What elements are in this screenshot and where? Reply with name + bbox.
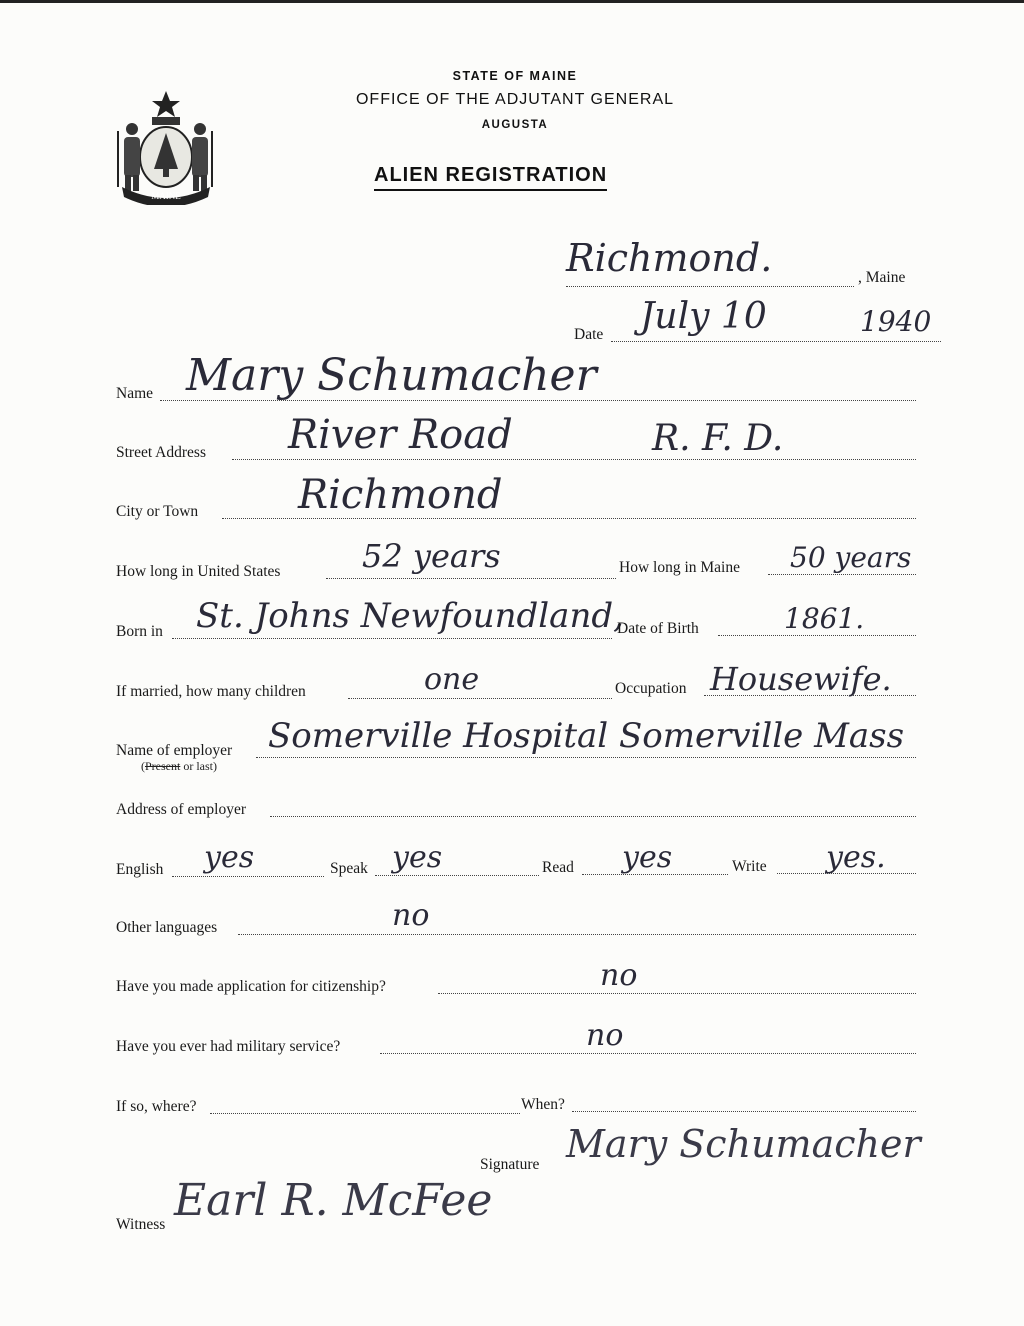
town-value: Richmond. [566, 236, 773, 280]
where-line [210, 1113, 520, 1114]
speak-value: yes [392, 840, 443, 875]
name-label: Name [116, 385, 154, 402]
svg-text:MAINE: MAINE [151, 191, 181, 201]
witness-label: Witness [116, 1216, 166, 1233]
citizenship-line [438, 993, 916, 994]
header-city: AUGUSTA [481, 119, 549, 131]
english-line [172, 876, 324, 877]
write-value: yes. [826, 840, 886, 875]
street-address-label: Street Address [116, 444, 206, 461]
children-value: one [424, 662, 480, 697]
city-label: City or Town [116, 503, 199, 520]
employer-line [256, 757, 916, 758]
city-line [222, 518, 916, 519]
street-address-line [232, 459, 916, 460]
date-of-birth-value: 1861. [784, 602, 865, 635]
header-state: STATE OF MAINE [452, 69, 578, 83]
signature-value: Mary Schumacher [566, 1122, 921, 1166]
speak-label: Speak [330, 860, 368, 877]
children-line [348, 698, 612, 699]
maine-label: , Maine [858, 269, 906, 286]
date-line [611, 341, 941, 342]
when-label: When? [521, 1096, 565, 1113]
name-value: Mary Schumacher [186, 350, 597, 401]
other-languages-label: Other languages [116, 919, 218, 936]
how-long-us-label: How long in United States [116, 563, 281, 580]
how-long-us-line [326, 578, 616, 579]
date-month-day: July 10 [640, 296, 767, 337]
other-languages-line [238, 934, 916, 935]
born-in-value: St. Johns Newfoundland, [196, 596, 624, 636]
when-line [572, 1111, 916, 1112]
read-value: yes [622, 840, 673, 875]
born-in-label: Born in [116, 623, 163, 640]
employer-value: Somerville Hospital Somerville Mass [268, 716, 905, 756]
write-label: Write [732, 858, 767, 875]
how-long-maine-line [768, 574, 916, 575]
form-title: ALIEN REGISTRATION [374, 164, 607, 191]
signature-label: Signature [480, 1156, 540, 1173]
english-value: yes [204, 840, 255, 875]
employer-address-line [270, 816, 916, 817]
citizenship-label: Have you made application for citizenship? [116, 978, 386, 995]
occupation-value: Housewife. [710, 660, 892, 698]
military-line [380, 1053, 916, 1054]
street-address-extra: R. F. D. [652, 418, 784, 459]
speak-line [375, 875, 539, 876]
employer-address-label: Address of employer [116, 801, 246, 818]
date-of-birth-label: Date of Birth [617, 620, 699, 637]
where-label: If so, where? [116, 1098, 197, 1115]
children-label: If married, how many children [116, 683, 306, 700]
city-value: Richmond [298, 472, 503, 518]
read-label: Read [542, 859, 574, 876]
town-line [566, 286, 854, 287]
employer-sublabel: (Present or last) [141, 759, 217, 773]
witness-value: Earl R. McFee [174, 1175, 493, 1226]
military-label: Have you ever had military service? [116, 1038, 341, 1055]
military-value: no [586, 1018, 624, 1053]
english-label: English [116, 861, 164, 878]
citizenship-value: no [600, 958, 638, 993]
how-long-us-value: 52 years [362, 537, 501, 575]
date-year: 1940 [860, 305, 932, 338]
how-long-maine-value: 50 years [790, 541, 912, 574]
header-office: OFFICE OF THE ADJUTANT GENERAL [355, 91, 675, 108]
born-in-line [172, 638, 612, 639]
occupation-label: Occupation [615, 680, 687, 697]
how-long-maine-label: How long in Maine [619, 559, 740, 576]
employer-label: Name of employer [116, 742, 233, 759]
date-of-birth-line [718, 635, 916, 636]
other-languages-value: no [392, 898, 430, 933]
date-label: Date [574, 326, 604, 343]
street-address-value: River Road [288, 412, 513, 458]
